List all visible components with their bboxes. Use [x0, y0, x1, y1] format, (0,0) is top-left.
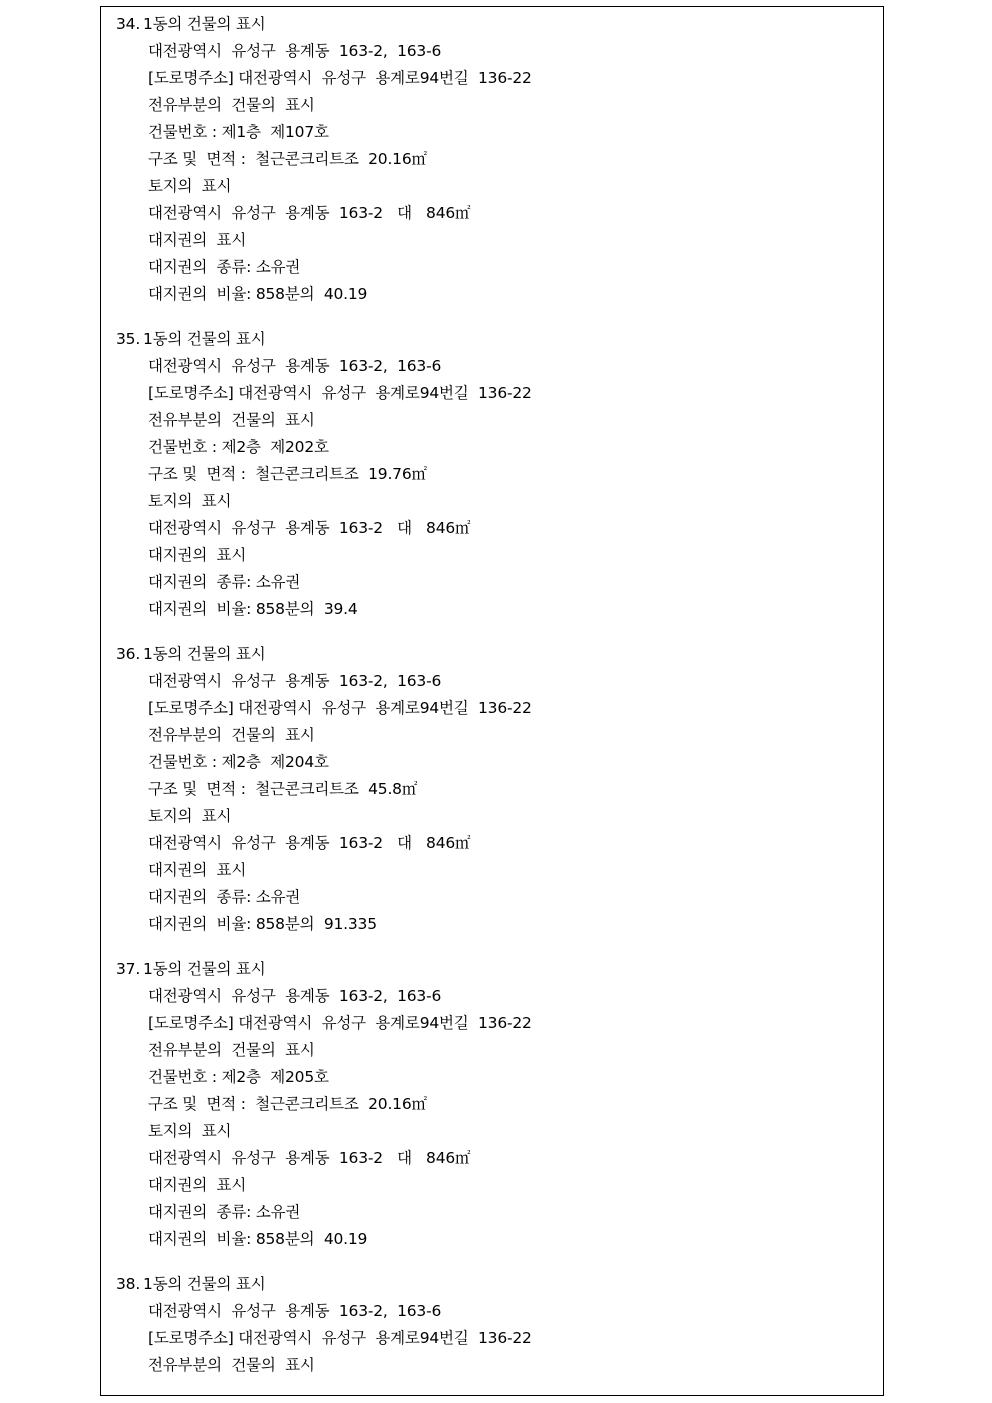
entry-line: 대전광역시 유성구 용계동 163-2 대 846㎡ [148, 834, 471, 852]
entry-title: 1동의 건물의 표시 [143, 330, 266, 348]
entry-number: 34. [116, 15, 141, 33]
entry-line: 대지권의 비율: 858분의 40.19 [148, 1230, 368, 1248]
property-entry [111, 1271, 873, 1379]
entry-header [111, 641, 873, 668]
entry-line: 대지권의 비율: 858분의 40.19 [148, 285, 368, 303]
entry-line: 구조 및 면적 : 철근콘크리트조 45.8㎡ [148, 780, 418, 798]
entry-number: 36. [116, 645, 141, 663]
entry-line: 토지의 표시 [148, 807, 232, 825]
entry-header [111, 326, 873, 353]
property-entry [111, 11, 873, 308]
entry-line: 대지권의 종류: 소유권 [148, 1203, 301, 1221]
entry-header [111, 1271, 873, 1298]
entry-line: 구조 및 면적 : 철근콘크리트조 20.16㎡ [148, 150, 427, 168]
entry-line: 대전광역시 유성구 용계동 163-2, 163-6 [148, 1302, 442, 1320]
entry-line: [도로명주소] 대전광역시 유성구 용계로94번길 136-22 [148, 384, 532, 402]
entry-line: 대지권의 종류: 소유권 [148, 888, 301, 906]
entry-line: 대전광역시 유성구 용계동 163-2 대 846㎡ [148, 204, 471, 222]
entry-line: 건물번호 : 제1층 제107호 [148, 123, 329, 141]
entry-line: 전유부분의 건물의 표시 [148, 726, 315, 744]
entry-title: 1동의 건물의 표시 [143, 645, 266, 663]
entry-line: 대전광역시 유성구 용계동 163-2, 163-6 [148, 672, 442, 690]
entry-line: [도로명주소] 대전광역시 유성구 용계로94번길 136-22 [148, 1329, 532, 1347]
entry-line: 구조 및 면적 : 철근콘크리트조 20.16㎡ [148, 1095, 427, 1113]
entry-title: 1동의 건물의 표시 [143, 15, 266, 33]
entry-number: 38. [116, 1275, 141, 1293]
entry-lines [111, 983, 873, 1253]
entry-line: 전유부분의 건물의 표시 [148, 96, 315, 114]
entry-line: 대지권의 비율: 858분의 91.335 [148, 915, 377, 933]
entry-title: 1동의 건물의 표시 [143, 960, 266, 978]
entry-line: 대지권의 표시 [148, 231, 247, 249]
entry-line: 대전광역시 유성구 용계동 163-2, 163-6 [148, 987, 442, 1005]
entry-line: 대전광역시 유성구 용계동 163-2, 163-6 [148, 357, 442, 375]
entry-line: 토지의 표시 [148, 1122, 232, 1140]
entry-line: 토지의 표시 [148, 492, 232, 510]
entry-line: 토지의 표시 [148, 177, 232, 195]
entry-lines [111, 668, 873, 938]
entry-line: 건물번호 : 제2층 제204호 [148, 753, 329, 771]
entry-lines [111, 1298, 873, 1379]
entry-line: [도로명주소] 대전광역시 유성구 용계로94번길 136-22 [148, 699, 532, 717]
entry-line: 구조 및 면적 : 철근콘크리트조 19.76㎡ [148, 465, 427, 483]
entry-title: 1동의 건물의 표시 [143, 1275, 266, 1293]
property-entry [111, 326, 873, 623]
entry-lines [111, 353, 873, 623]
entry-line: 전유부분의 건물의 표시 [148, 411, 315, 429]
entry-line: 대전광역시 유성구 용계동 163-2, 163-6 [148, 42, 442, 60]
entry-line: 대지권의 종류: 소유권 [148, 573, 301, 591]
entry-line: 전유부분의 건물의 표시 [148, 1041, 315, 1059]
entry-line: 대지권의 종류: 소유권 [148, 258, 301, 276]
entry-line: [도로명주소] 대전광역시 유성구 용계로94번길 136-22 [148, 1014, 532, 1032]
entry-line: 대지권의 표시 [148, 861, 247, 879]
entry-line: 전유부분의 건물의 표시 [148, 1356, 315, 1374]
document-content [101, 7, 883, 1395]
entry-line: 대지권의 표시 [148, 546, 247, 564]
property-entry [111, 641, 873, 938]
entry-line: 건물번호 : 제2층 제205호 [148, 1068, 329, 1086]
property-entry [111, 956, 873, 1253]
entry-line: [도로명주소] 대전광역시 유성구 용계로94번길 136-22 [148, 69, 532, 87]
entry-line: 대지권의 비율: 858분의 39.4 [148, 600, 358, 618]
entry-line: 대지권의 표시 [148, 1176, 247, 1194]
entry-lines [111, 38, 873, 308]
entry-number: 37. [116, 960, 141, 978]
entry-line: 대전광역시 유성구 용계동 163-2 대 846㎡ [148, 519, 471, 537]
entry-number: 35. [116, 330, 141, 348]
entry-line: 건물번호 : 제2층 제202호 [148, 438, 329, 456]
entry-line: 대전광역시 유성구 용계동 163-2 대 846㎡ [148, 1149, 471, 1167]
entry-header [111, 956, 873, 983]
entry-header [111, 11, 873, 38]
